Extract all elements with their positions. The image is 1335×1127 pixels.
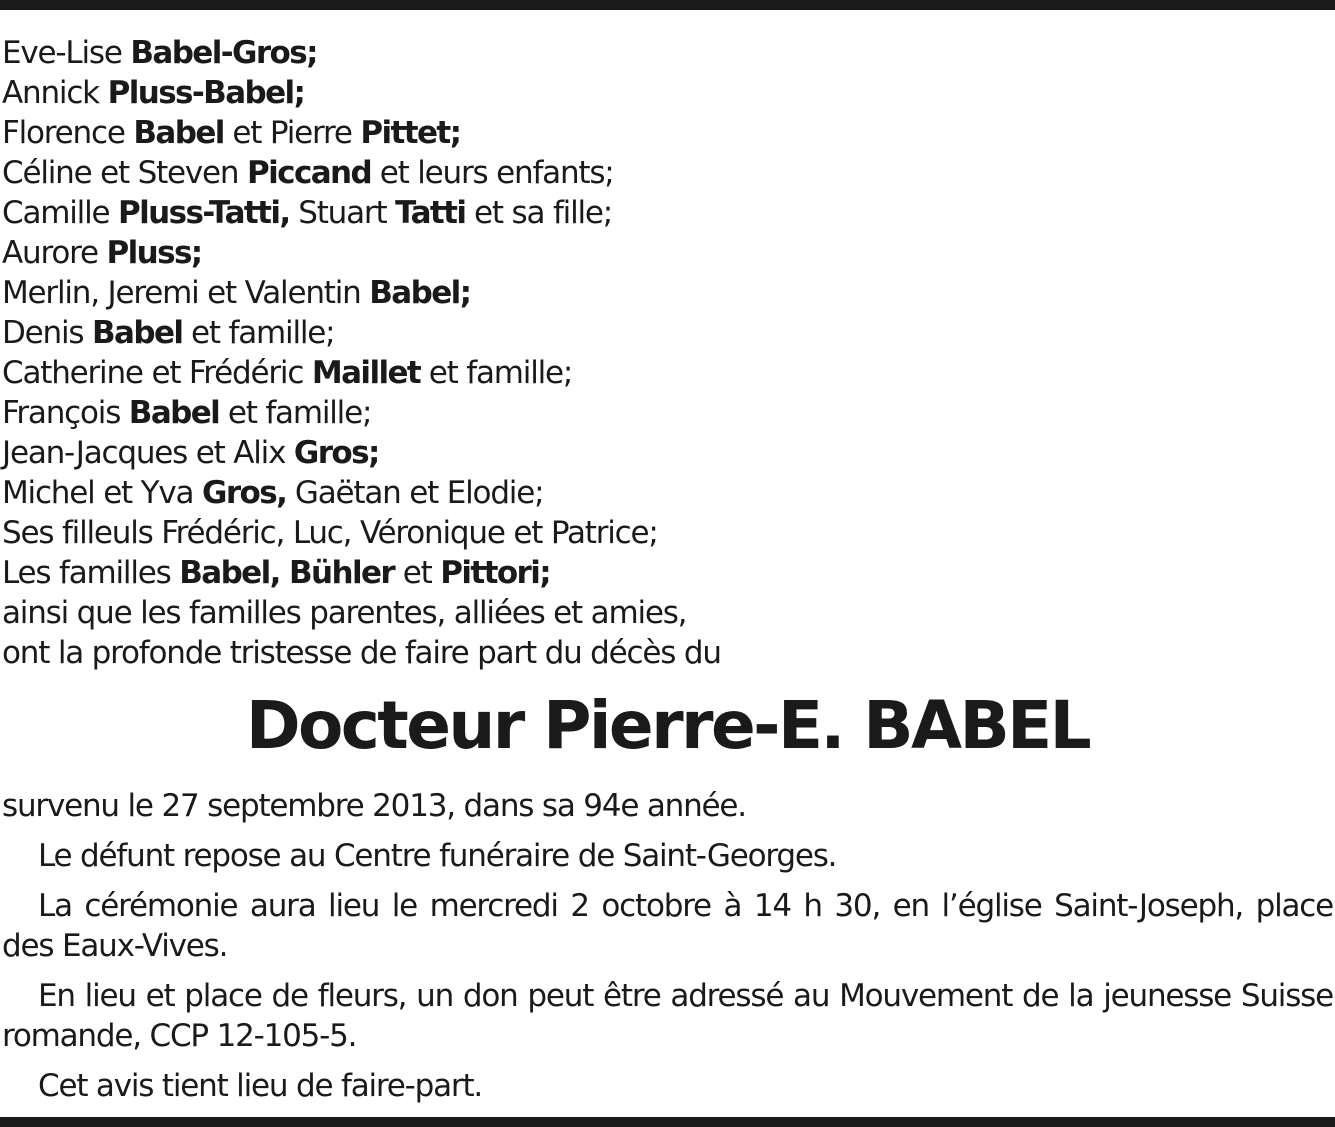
family-line [2, 273, 1332, 313]
family-name-bold: Pittet; [360, 115, 461, 151]
family-line [2, 393, 1332, 433]
family-name-bold: Babel, Bühler [179, 555, 395, 591]
family-text: Aurore [2, 235, 107, 271]
family-name-bold: Maillet [311, 355, 421, 391]
family-line [2, 433, 1332, 473]
family-name-bold: Babel [92, 315, 183, 351]
family-text: Annick [2, 75, 108, 111]
deceased-name: Docteur Pierre-E. BABEL [245, 687, 1090, 764]
family-text: Florence [2, 115, 134, 151]
family-line [2, 73, 1332, 113]
family-line [2, 153, 1332, 193]
family-line [2, 233, 1332, 273]
family-name-bold: Babel; [369, 275, 471, 311]
family-line [2, 513, 1332, 553]
family-text: Eve-Lise [2, 35, 131, 71]
family-text: ont la profonde tristesse de faire part du décès du [2, 635, 721, 671]
family-name-bold: Pluss-Babel; [107, 75, 305, 111]
family-line [2, 553, 1332, 593]
family-line [2, 593, 1332, 633]
family-name-bold: Piccand [247, 155, 372, 191]
family-text: Michel et Yva [2, 475, 203, 511]
family-name-bold: Pluss; [106, 235, 202, 271]
family-text: Gaëtan et Elodie; [286, 475, 544, 511]
family-text: et famille; [219, 395, 372, 431]
family-line [2, 193, 1332, 233]
family-text: Céline et Steven [2, 155, 248, 191]
family-name-bold: Gros; [293, 435, 379, 471]
family-list [2, 33, 1332, 673]
family-name-bold: Gros, [202, 475, 287, 511]
family-text: Les familles [2, 555, 180, 591]
family-line [2, 353, 1332, 393]
family-text: Denis [2, 315, 93, 351]
family-text: Catherine et Frédéric [2, 355, 312, 391]
top-rule [0, 0, 1335, 10]
family-line [2, 33, 1332, 73]
family-text: Stuart [289, 195, 396, 231]
family-name-bold: Babel [133, 115, 224, 151]
family-line [2, 113, 1332, 153]
family-name-bold: Babel-Gros; [130, 35, 317, 71]
family-name-bold: Babel [128, 395, 220, 431]
family-name-bold: Pluss-Tatti, [118, 195, 290, 231]
repose-line: Le défunt repose au Centre funéraire de Saint-Georges. [38, 838, 837, 874]
family-text: et leurs enfants; [371, 155, 614, 191]
family-text: Camille [2, 195, 119, 231]
family-line [2, 633, 1332, 673]
family-text: et [394, 555, 441, 591]
family-name-bold: Tatti [395, 195, 466, 231]
date-line: survenu le 27 septembre 2013, dans sa 94e année. [2, 788, 746, 824]
family-line [2, 313, 1332, 353]
family-text: et Pierre [223, 115, 361, 151]
family-text: et sa fille; [465, 195, 613, 231]
family-name-bold: Pittori; [440, 555, 551, 591]
family-text: et famille; [182, 315, 335, 351]
family-text: et famille; [420, 355, 573, 391]
family-line [2, 473, 1332, 513]
family-text: Merlin, Jeremi et Valentin [2, 275, 370, 311]
notice-body [2, 786, 1333, 1106]
family-text: ainsi que les familles parentes, alliées et amies, [2, 595, 687, 631]
donation-line: En lieu et place de fleurs, un don peut être adressé au Mouvement de la jeunesse Suisse romande, CCP 12-105-5. [2, 978, 1333, 1054]
ceremony-line: La cérémonie aura lieu le mercredi 2 octobre à 14 h 30, en l’église Saint-Joseph, place des Eaux-Vives. [2, 888, 1333, 964]
bottom-rule [0, 1117, 1335, 1127]
closing-line: Cet avis tient lieu de faire-part. [38, 1068, 483, 1104]
family-text: François [2, 395, 129, 431]
family-text: Jean-Jacques et Alix [2, 435, 294, 471]
family-text: Ses filleuls Frédéric, Luc, Véronique et Patrice; [2, 515, 658, 551]
